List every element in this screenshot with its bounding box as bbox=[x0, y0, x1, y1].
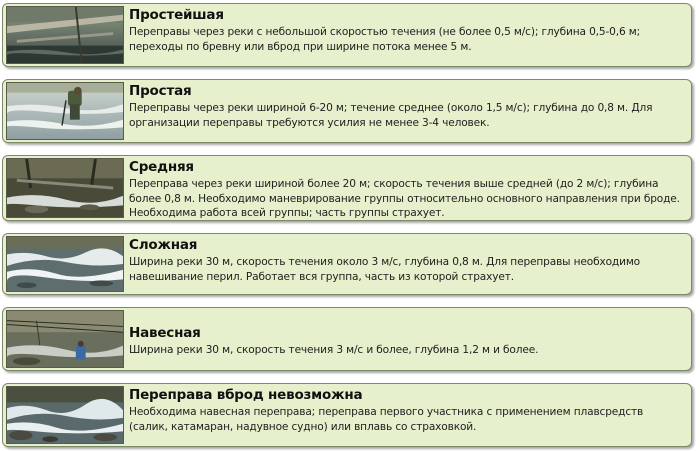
rocky-rapids-photo bbox=[6, 386, 124, 444]
forest-stream-photo bbox=[6, 158, 124, 218]
rope-crossing-photo bbox=[6, 310, 124, 368]
category-description: Переправа через реки шириной более 20 м; скорость течения выше средней (до 2 м/с); глубина более 0,8 м. Необходимо маневрирование группы относительно основного направления при броде. Необходима работа всей группы; часть группы страхует. bbox=[129, 178, 680, 219]
category-card-impossible bbox=[2, 383, 692, 447]
rapid-river-photo bbox=[6, 236, 124, 292]
category-card-suspended bbox=[2, 307, 692, 371]
category-description: Ширина реки 30 м, скорость течения 3 м/с и более, глубина 1,2 м и более. bbox=[129, 344, 539, 356]
category-description: Ширина реки 30 м, скорость течения около 3 м/с, глубина 0,8 м. Для переправы необходимо навешивание перил. Работает вся группа, часть из которой страхует. bbox=[129, 256, 641, 283]
category-description: Переправы через реки шириной 6-20 м; течение среднее (около 1,5 м/с); глубина до 0,8 м. Для организации переправы требуются усилия не менее 3-4 человек. bbox=[129, 102, 653, 129]
category-title: Сложная bbox=[129, 237, 198, 253]
wading-hiker-photo bbox=[6, 82, 124, 140]
category-title: Навесная bbox=[129, 325, 201, 341]
category-card-medium bbox=[2, 155, 692, 221]
category-title: Простейшая bbox=[129, 7, 224, 23]
category-card-simple bbox=[2, 79, 692, 143]
category-title: Средняя bbox=[129, 159, 194, 175]
category-description: Переправы через реки с небольшой скоростью течения (не более 0,5 м/с); глубина 0,5-0,6 м; переходы по бревну или вброд при ширине потока менее 5 м. bbox=[129, 26, 641, 53]
category-title: Простая bbox=[129, 83, 192, 99]
category-title: Переправа вброд невозможна bbox=[129, 387, 363, 403]
calm-river-photo bbox=[6, 6, 124, 64]
category-card-difficult bbox=[2, 233, 692, 295]
category-card-simplest bbox=[2, 3, 692, 67]
category-description: Необходима навесная переправа; переправа первого участника с применением плавсредств (салик, катамаран, надувное судно) или вплавь со страховкой. bbox=[129, 406, 644, 433]
